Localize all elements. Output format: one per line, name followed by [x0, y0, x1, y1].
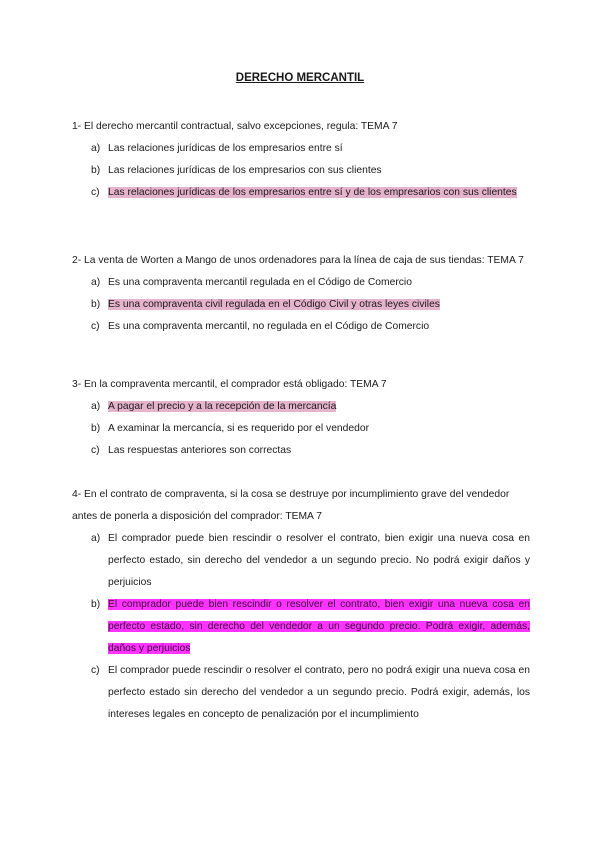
option-text: Las relaciones jurídicas de los empresarios con sus clientes [108, 165, 382, 176]
option-letter: c) [91, 665, 100, 676]
option-c[interactable] [72, 316, 530, 338]
question-prompt: En la compraventa mercantil, el comprador está obligado: TEMA 7 [84, 379, 387, 390]
question-number: 2- [72, 255, 82, 266]
option-letter: c) [91, 321, 100, 332]
option-letter: b) [91, 299, 101, 310]
option-b-highlighted[interactable] [72, 294, 530, 316]
option-a[interactable] [72, 138, 530, 160]
option-text: Es una compraventa mercantil regulada en el Código de Comercio [108, 277, 412, 288]
option-letter: b) [91, 423, 101, 434]
option-text: Las relaciones jurídicas de los empresarios entre sí y de los empresarios con sus clientes [108, 187, 517, 198]
option-b-highlighted[interactable] [72, 594, 530, 660]
option-b[interactable] [72, 160, 530, 182]
page-title: DERECHO MERCANTIL [235, 72, 365, 84]
option-text: Las respuestas anteriores son correctas [108, 445, 292, 456]
question-text [72, 374, 530, 396]
option-text: Las relaciones jurídicas de los empresarios entre sí [108, 143, 343, 154]
option-text: El comprador puede rescindir o resolver el contrato, pero no podrá exigir una nueva cosa en perfecto estado sin derecho del vendedor a un segundo precio. Podrá exigir, además, los intereses legales en concepto de penalización por el incumplimiento [108, 665, 530, 720]
option-text: Es una compraventa civil regulada en el Código Civil y otras leyes civiles [108, 299, 440, 310]
question-text [72, 116, 530, 138]
option-letter: c) [91, 445, 100, 456]
option-text: Es una compraventa mercantil, no regulada en el Código de Comercio [108, 321, 430, 332]
option-text: El comprador puede bien rescindir o resolver el contrato, bien exigir una nueva cosa en perfecto estado, sin derecho del vendedor a un segundo precio. No podrá exigir daños y perjuicios [108, 533, 530, 588]
option-text: A pagar el precio y a la recepción de la mercancía [108, 401, 337, 412]
question-4 [72, 484, 530, 726]
option-c[interactable] [72, 660, 530, 726]
option-c-highlighted[interactable] [72, 182, 530, 204]
question-number: 3- [72, 379, 82, 390]
option-letter: a) [91, 277, 101, 288]
option-letter: b) [91, 599, 101, 610]
question-1 [72, 116, 530, 204]
option-text: El comprador puede bien rescindir o resolver el contrato, bien exigir una nueva cosa en perfecto estado, sin derecho del vendedor a un segundo precio. Podrá exigir, además, daños y perjuicios [108, 599, 530, 654]
option-letter: a) [91, 533, 101, 544]
option-a[interactable] [72, 272, 530, 294]
question-2 [72, 250, 530, 338]
option-a-highlighted[interactable] [72, 396, 530, 418]
option-c[interactable] [72, 440, 530, 462]
question-text [72, 250, 530, 272]
question-number: 1- [72, 121, 82, 132]
option-b[interactable] [72, 418, 530, 440]
question-prompt: En el contrato de compraventa, si la cosa se destruye por incumplimiento grave del vendedor antes de ponerla a disposición del comprador: TEMA 7 [72, 489, 510, 522]
option-letter: b) [91, 165, 101, 176]
option-letter: a) [91, 143, 101, 154]
question-prompt: El derecho mercantil contractual, salvo excepciones, regula: TEMA 7 [84, 121, 398, 132]
option-letter: c) [91, 187, 100, 198]
question-number: 4- [72, 489, 82, 500]
option-letter: a) [91, 401, 101, 412]
question-prompt: La venta de Worten a Mango de unos ordenadores para la línea de caja de sus tiendas: TEMA 7 [84, 255, 524, 266]
question-text [72, 484, 530, 528]
question-3 [72, 374, 530, 462]
option-text: A examinar la mercancía, si es requerido por el vendedor [108, 423, 369, 434]
option-a[interactable] [72, 528, 530, 594]
